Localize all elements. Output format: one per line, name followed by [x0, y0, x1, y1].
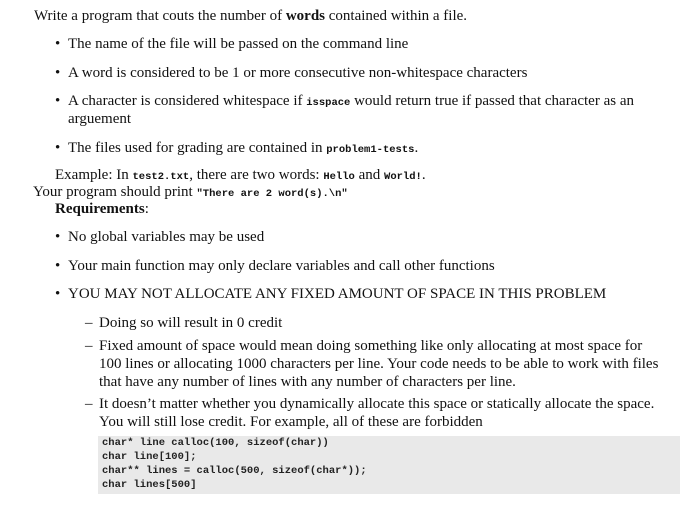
intro-bold-words: words	[285, 8, 325, 24]
requirement-text: No global variables may be used	[68, 229, 265, 245]
intro-text: Write a program that couts the number of	[34, 8, 286, 24]
code-world: World!	[384, 171, 422, 183]
code-line: char line[100];	[102, 451, 197, 463]
sub-item	[99, 396, 654, 413]
code-isspace: isspace	[306, 97, 351, 109]
bullet-icon: •	[55, 93, 61, 109]
bullet-item-continuation	[68, 111, 131, 128]
bullet-text: The name of the file will be passed on the command line	[68, 36, 409, 52]
print-text: Your program should print	[33, 184, 197, 200]
example-text: Example: In	[55, 167, 133, 183]
bullet-icon: •	[55, 36, 61, 52]
example-text-and: and	[354, 167, 385, 183]
bullet-text-line2: arguement	[68, 111, 132, 127]
sub-item-text: It doesn’t matter whether you dynamically allocate this space or statically allocate the space.	[99, 396, 655, 412]
bullet-icon: •	[55, 286, 61, 302]
requirements-label: Requirements	[55, 201, 145, 217]
requirement-text: Your main function may only declare variables and call other functions	[68, 258, 495, 274]
example-line	[55, 167, 426, 184]
code-filename: test2.txt	[132, 171, 190, 183]
bullet-text-end: would return true if passed that character as an	[350, 93, 634, 109]
dash-icon: –	[85, 315, 93, 331]
code-hello: Hello	[323, 171, 355, 183]
requirements-colon: :	[144, 201, 149, 217]
code-line: char lines[500]	[102, 479, 197, 491]
requirements-heading	[55, 201, 149, 218]
sub-item-text: Doing so will result in 0 credit	[99, 315, 283, 331]
requirement-item	[68, 229, 264, 246]
sub-item	[99, 338, 642, 355]
bullet-icon: •	[55, 229, 61, 245]
intro-line	[34, 8, 467, 25]
example-text-mid: , there are two words:	[189, 167, 324, 183]
dash-icon: –	[85, 338, 93, 354]
dash-icon: –	[85, 396, 93, 412]
sub-item-continuation	[99, 356, 658, 373]
intro-text-end: contained within a file.	[325, 8, 468, 24]
print-line	[33, 184, 348, 201]
sub-item-text: 100 lines or allocating 1000 characters per line. Your code needs to be able to work with files	[99, 356, 659, 372]
bullet-icon: •	[55, 258, 61, 274]
sub-item	[99, 315, 282, 332]
bullet-text: The files used for grading are contained in	[68, 140, 327, 156]
code-output: "There are 2 word(s).\n"	[196, 188, 348, 200]
code-block	[98, 436, 680, 494]
bullet-item	[68, 36, 408, 53]
requirement-item	[68, 286, 606, 303]
sub-item-text: that have any number of lines with any number of characters per line.	[99, 374, 516, 390]
bullet-text-end: .	[414, 140, 419, 156]
bullet-text: A word is considered to be 1 or more consecutive non-whitespace characters	[68, 65, 528, 81]
bullet-text: A character is considered whitespace if	[68, 93, 307, 109]
requirement-text: YOU MAY NOT ALLOCATE ANY FIXED AMOUNT OF SPACE IN THIS PROBLEM	[68, 286, 607, 302]
code-line: char* line calloc(100, sizeof(char))	[102, 437, 329, 449]
example-text-end: .	[421, 167, 426, 183]
bullet-item	[68, 65, 527, 82]
code-tests-dir: problem1-tests	[326, 144, 415, 156]
sub-item-text: You will still lose credit. For example, all of these are forbidden	[99, 414, 483, 430]
sub-item-text: Fixed amount of space would mean doing something like only allocating at most space for	[99, 338, 643, 354]
code-line: char** lines = calloc(500, sizeof(char*));	[102, 465, 367, 477]
bullet-item	[68, 140, 418, 157]
bullet-item	[68, 93, 634, 110]
bullet-icon: •	[55, 140, 61, 156]
sub-item-continuation	[99, 414, 483, 431]
bullet-icon: •	[55, 65, 61, 81]
sub-item-continuation	[99, 374, 516, 391]
requirement-item	[68, 258, 495, 275]
